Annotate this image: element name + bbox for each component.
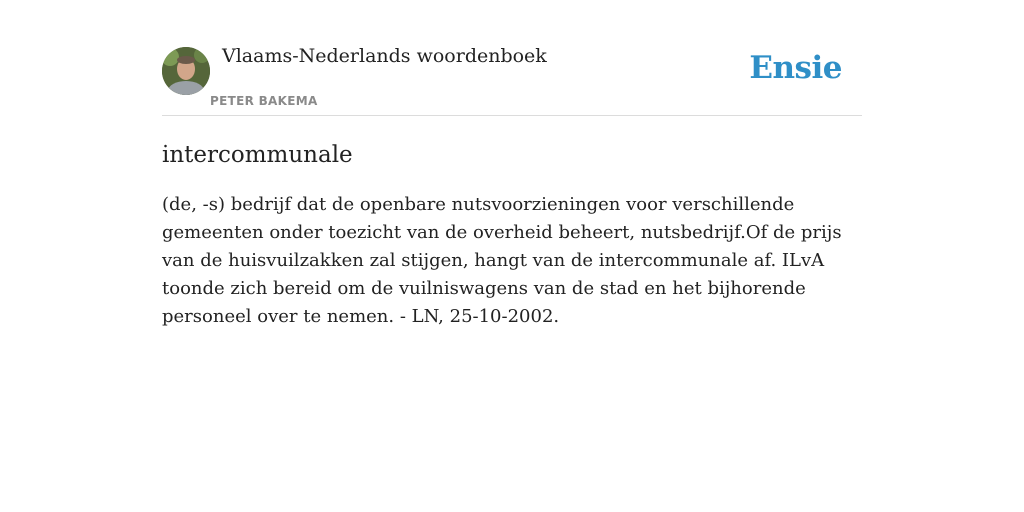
entry-header: [162, 0, 862, 116]
author-avatar[interactable]: [162, 47, 210, 95]
entry-term: intercommunale: [162, 142, 353, 168]
author-name[interactable]: PETER BAKEMA: [210, 94, 318, 108]
entry-card: [162, 0, 862, 331]
dictionary-title[interactable]: Vlaams-Nederlands woordenboek: [222, 45, 547, 67]
ensie-logo[interactable]: Ensie: [749, 50, 842, 86]
entry-definition: (de, -s) bedrijf dat de openbare nutsvoorzieningen voor verschillende gemeenten onder toezicht van de overheid beheert, nutsbedrijf.Of de prijs van de huisvuilzakken zal stijgen, hangt van de intercommunale af. ILvA toonde zich bereid om de vuilniswagens van de stad en het bijhorende personeel over te nemen. - LN, 25-10-2002.: [162, 194, 842, 327]
person-photo-icon: [162, 47, 210, 95]
